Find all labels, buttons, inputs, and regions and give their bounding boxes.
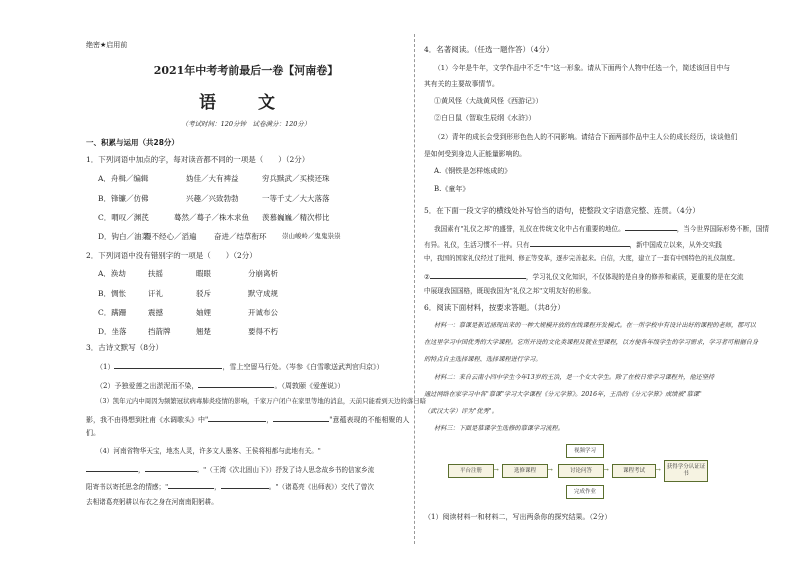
option-text: A．涣劫 (98, 269, 126, 278)
text: 。"（诸葛亮《出师表》）交代了曾次 (268, 483, 374, 491)
text: 。（周敦颐《爱莲说》） (274, 382, 345, 390)
option-text: 开诚布公 (248, 308, 278, 317)
flow-step: 选修课程 (502, 464, 548, 478)
flow-step: 讨论问答 (558, 464, 604, 478)
text: 有异。礼仪，生活习惯不一样。只有 (424, 241, 530, 249)
q3-line-3b (86, 412, 409, 425)
option-text: 挡箭牌 (148, 327, 171, 336)
option-text: 崇山峻岭／鬼鬼祟祟 (282, 232, 341, 240)
q4-choice-2[interactable]: ②白日鼠（智取生辰纲《水浒》） (434, 114, 536, 122)
q1-option-d[interactable] (98, 231, 149, 242)
q3-line-4c (86, 479, 374, 491)
option-text: 漫不经心／滔遍 (144, 232, 197, 241)
q6-subquestion-1: （1）阅读材料一和材料二，写出两条你的探究结果。（2分） (424, 513, 612, 521)
q5-line-5: 中展现我国国格，既现我国为"礼仪之邦"文明友好的形象。 (424, 287, 595, 295)
q3-line-4b (86, 462, 374, 474)
text: （2）予独爱莲之出淤泥而不染， (96, 382, 199, 390)
material-2b: 通过网络在家学习中各"慕课"学习大学课程《分元学算》。2016年，王浩的《分元学算》成绩被"慕课" (424, 391, 702, 398)
option-text: 默守成规 (248, 289, 278, 298)
q1-option-c[interactable] (98, 212, 149, 223)
text: ，当今世界国际形势不断，国情 (676, 225, 770, 233)
option-text: 要得不朽 (248, 327, 278, 336)
q5-line-4 (424, 269, 744, 281)
option-text: 妫佳／大有裨益 (186, 174, 239, 183)
q2-option-d[interactable] (98, 326, 127, 337)
answer-blank[interactable] (114, 359, 222, 369)
q4-part-2b: 是如何受到身边人正能量影响的。 (424, 150, 526, 158)
flow-step: 课程考试 (612, 464, 656, 478)
material-1c: 的特点自主选择课程、选择课程进行学习。 (424, 356, 542, 363)
answer-blank[interactable] (530, 237, 630, 247)
q3-line-3c: 们。 (86, 429, 100, 437)
answer-blank[interactable] (208, 412, 266, 422)
option-text: D．坐落 (98, 327, 127, 336)
exam-title: 2021年中考考前最后一卷【河南卷】 (153, 64, 339, 77)
secret-label: 绝密★启用前 (86, 41, 128, 49)
q3-line-4: （4）河南省物华天宝，地杰人灵，许多文人墨客、王侯将相都与此地有关。" (96, 447, 321, 455)
option-text: A．舟楫／编辑 (98, 174, 149, 183)
material-2c: （武汉大学）评为"优秀"。 (424, 408, 498, 415)
answer-blank[interactable] (625, 221, 677, 231)
arrow-right-icon: → (655, 466, 661, 474)
q5-line-3: 中，我国的国家礼仪经过了批判、修正等变革，逐步完善起来。自信，大度，建立了一套有中国特色的礼仪制度。 (424, 255, 739, 262)
material-1b: 在这里学习中国优秀的大学课程。它所开设的文化类课程及就业型课程，以方便各年级学生的学习需求，学习者可根据自身 (424, 339, 759, 346)
option-text: 震撼 (148, 308, 163, 317)
answer-blank[interactable] (86, 462, 138, 472)
answer-blank[interactable] (168, 479, 214, 489)
option-text: C．喟叹／渊芪 (98, 213, 149, 222)
arrow-right-icon: → (547, 466, 553, 474)
arrow-right-icon: → (603, 466, 609, 474)
text: "意蕴表现的不能相聚的人 (329, 416, 410, 424)
q4-book-a[interactable]: A.《钢铁是怎样炼成的》 (434, 167, 512, 175)
option-text: 奋进／结草衔环 (214, 232, 267, 241)
option-text: 羡慕巍巍／精次栉比 (262, 213, 330, 222)
option-text: D．钩白／油菜 (98, 232, 150, 241)
text: ，雪上空留马行处。（岑参《白雪歌送武判官归京》） (222, 363, 384, 371)
option-text: 翘楚 (196, 327, 211, 336)
q2-option-c[interactable] (98, 307, 126, 318)
material-1: 材料一：慕课是新近涌现出来的一种大规模开放的在线课程开发模式。在一所学校中有设计出好的课程的老师，都可以 (434, 322, 756, 329)
exam-info: （考试时间：120分钟 试卷满分：120分） (181, 120, 311, 128)
text: 阳寄书以寄托思念的情感；" (86, 483, 169, 491)
option-text: 驳斥 (196, 289, 211, 298)
option-text: 一等千丈／大大落落 (262, 194, 330, 203)
flow-step: 平台注册 (448, 464, 494, 478)
q1-option-b[interactable] (98, 193, 149, 204)
answer-blank[interactable] (430, 269, 526, 279)
option-text: 穷兵黩武／买椟还珠 (262, 174, 330, 183)
answer-blank[interactable] (221, 479, 269, 489)
flow-step: 获得学分认证证书 (664, 460, 708, 482)
q3-line-1 (96, 359, 383, 372)
option-text: B．惆怅 (98, 289, 127, 298)
question-4-stem: 4．名著阅读。（任选一题作答）（4分） (424, 45, 554, 54)
answer-blank[interactable] (273, 412, 329, 422)
q3-line-4d: 去相诸葛亮躬耕以布衣之身在河南南阳躬耕。 (86, 498, 218, 506)
q4-book-b[interactable]: B.《童年》 (434, 185, 470, 193)
text: ， (266, 416, 274, 424)
text: ， (138, 466, 145, 474)
option-text: 暇眼 (196, 269, 211, 278)
text: ，学习礼仪文化知识，不仅体现的是自身的修养和素质，更重要的是在交流 (525, 273, 744, 281)
option-text: 蓦然／蓦子／株木求鱼 (174, 213, 249, 222)
material-2: 材料二：来自云南小四中学生今年13岁的王浩，是一个女大学生。除了在校日常学习课程外，他还坚持 (434, 374, 715, 381)
q3-line-2 (96, 378, 344, 391)
material-3: 材料三：下面是慕课学生选修的慕课学习流程。 (434, 425, 564, 432)
q2-option-a[interactable] (98, 268, 126, 279)
q3-line-3: （3）凯年元内中周因为频繁冠状病毒肺炎疫情的影响，千家万户闭户在家里等地的消息，天前只能看到天边的落日暗 (96, 397, 426, 405)
text: 我国素有"礼仪之邦"的盛誉，礼仪在传统文化中占有重要的地位。 (434, 225, 625, 233)
text: （1） (96, 363, 115, 371)
arrow-right-icon: → (493, 466, 499, 474)
answer-blank[interactable] (198, 378, 274, 388)
q5-line-1 (434, 221, 769, 233)
option-text: 分崩离析 (248, 269, 278, 278)
text: ② (424, 273, 430, 281)
section-heading: 一、积累与运用（共28分） (86, 138, 179, 147)
option-text: 扶摇 (148, 269, 163, 278)
q4-choice-1[interactable]: ①黄风怪（大战黄风怪《西游记》） (434, 97, 543, 105)
option-text: B．锋镰／仿佛 (98, 194, 149, 203)
q5-line-2 (424, 237, 722, 249)
question-1-stem: 1．下列词语中加点的字，每对读音都不同的一项是（ ）（2分） (86, 155, 310, 164)
option-text: 妯娌 (196, 308, 211, 317)
option-text: C．蹒跚 (98, 308, 127, 317)
question-6-stem: 6．阅读下面材料，按要求答题。（共8分） (424, 303, 565, 312)
q4-part-1: （1）今年是牛年，文学作品中不乏"牛"这一形象。请从下面两个人物中任选一个，简述该回目中与 (434, 64, 731, 72)
text: ， (214, 483, 221, 491)
text: 。"（王湾《次北固山下》）抒发了诗人思念故乡书的信家乡流 (196, 466, 375, 474)
question-5-stem: 5．在下面一段文字的横线处补写恰当的语句，使整段文字语意完整、连贯。（4分） (424, 206, 700, 215)
q2-option-b[interactable] (98, 288, 126, 299)
option-text: 兴趣／兴致勃勃 (186, 194, 239, 203)
question-2-stem: 2．下列词语中没有错别字的一项是（ ）（2分） (86, 251, 257, 260)
subject-title: 语 文 (199, 93, 293, 113)
option-text: 讦礼 (148, 289, 163, 298)
flow-step: 视频学习 (566, 444, 604, 458)
flow-step: 完成作业 (566, 485, 604, 499)
q1-option-a[interactable] (98, 173, 148, 184)
text: ，新中国成立以来，从外交实践 (629, 241, 722, 249)
q4-part-2: （2）青年的成长会受到形形色色人的不同影响。请结合下面两部作品中主人公的成长经历，谈谈他们 (434, 133, 738, 141)
q4-part-1b: 其有关的主要故事情节。 (424, 80, 499, 88)
column-divider (414, 34, 415, 544)
text: 影，我不由得想到杜甫《水调歌头》中" (86, 416, 209, 424)
answer-blank[interactable] (145, 462, 197, 472)
question-3-stem: 3．古诗文默写（8分） (86, 343, 164, 352)
